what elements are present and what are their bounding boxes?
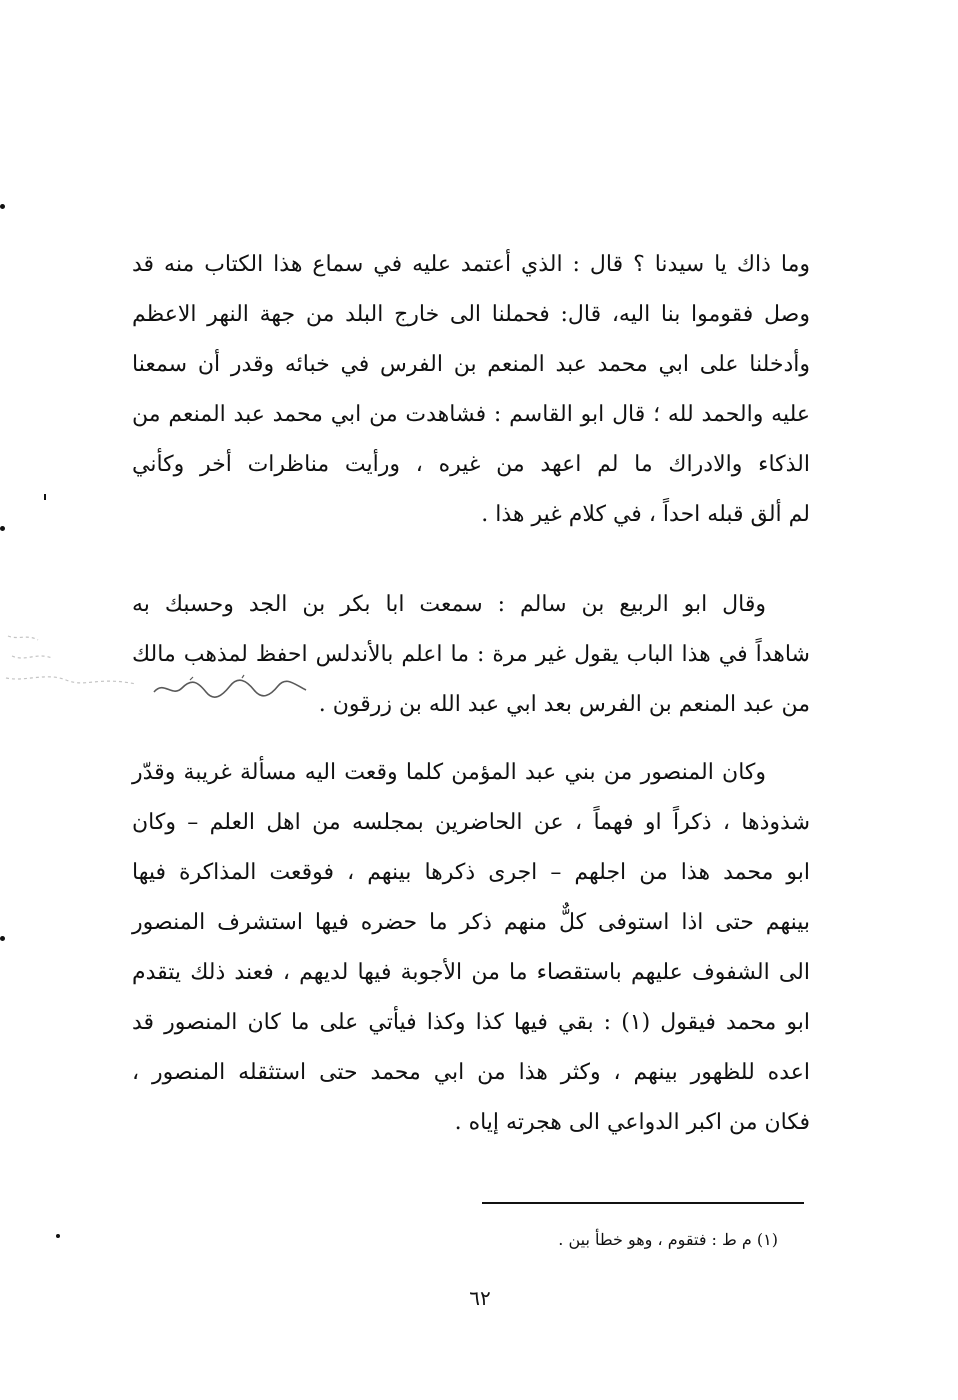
text-line: وقال ابو الربيع بن سالم : سمعت ابا بكر بن الجد وحسبك به: [132, 592, 766, 617]
text-line: وكان المنصور من بني عبد المؤمن كلما وقعت اليه مسألة غريبة وقدّر: [132, 760, 766, 785]
text-line: شذوذها ، ذكراً او فهماً ، عن الحاضرين بمجلسه من اهل العلم – وكان: [132, 810, 810, 835]
paragraph-2: [132, 580, 810, 730]
margin-mark: [44, 494, 46, 500]
handwritten-annotation: [150, 674, 310, 702]
paragraph-3: [132, 748, 810, 1148]
margin-mark: [0, 526, 5, 531]
margin-mark: [56, 1234, 60, 1238]
margin-mark: [0, 204, 5, 209]
text-line: وأدخلنا على ابي محمد عبد المنعم بن الفرس في خبائه وقدر أن سمعنا: [132, 352, 810, 377]
text-line: وصل فقوموا بنا اليه، قال: فحملنا الى خارج البلد من جهة النهر الاعظم: [132, 302, 810, 327]
text-line: الذكاء والادراك ما لم اعهد من غيره ، ورأيت مناظرات أخر وكأني: [132, 452, 810, 477]
text-line: لم ألق قبله احداً ، في كلام غير هذا .: [481, 502, 810, 527]
text-line: ابو محمد هذا من اجلهم – اجرى ذكرها بينهم ، فوقعت المذاكرة فيها: [132, 860, 810, 885]
text-line: بينهم حتى اذا استوفى كلٌّ منهم ذكر ما حضره فيها استشرف المنصور: [132, 910, 810, 935]
footnote-divider: [482, 1202, 804, 1204]
text-line: ابو محمد فيقول (١) : بقي فيها كذا وكذا فيأتي على ما كان المنصور قد: [132, 1010, 810, 1035]
text-line: من عبد المنعم بن الفرس بعد ابي عبد الله بن زرقون .: [318, 692, 810, 717]
paragraph-1: [132, 240, 810, 540]
text-line: الى الشفوف عليهم باستقصاء ما من الأجوبة فيها لديهم ، فعند ذلك يتقدم: [132, 960, 810, 985]
page-number: ٦٢: [469, 1286, 491, 1310]
footnote: (١) م ط : فتقوم ، وهو خطأ بين .: [558, 1230, 778, 1249]
text-line: اعده للظهور بينهم ، وكثر هذا من ابي محمد حتى استثقله المنصور ،: [132, 1060, 810, 1085]
faint-marginal-scribble: [2, 626, 142, 706]
text-line: عليه والحمد لله ؛ قال ابو القاسم : فشاهدت من ابي محمد عبد المنعم من: [132, 402, 810, 427]
text-line: فكان من اكبر الدواعي الى هجرته إياه .: [454, 1110, 810, 1135]
text-line: شاهداً في هذا الباب يقول غير مرة : ما اعلم بالأندلس احفظ لمذهب مالك: [132, 642, 810, 667]
text-line: وما ذاك يا سيدنا ؟ قال : الذي أعتمد عليه في سماع هذا الكتاب منه قد: [132, 252, 810, 277]
margin-mark: [0, 936, 5, 941]
